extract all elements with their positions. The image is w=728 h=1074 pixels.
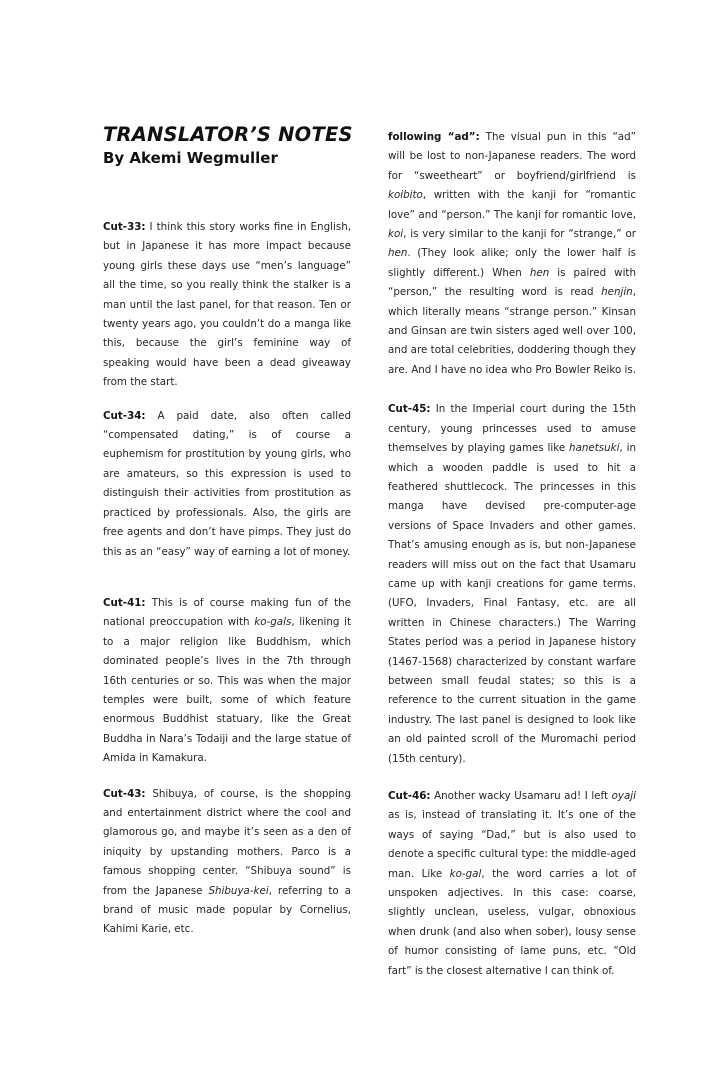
note-text: is paired with “person,” the resulting word is read <box>388 266 636 299</box>
note-text: , written with the kanji for “romantic love” and “person.” The kanji for romantic love, <box>388 189 636 221</box>
note-cut-33 <box>103 218 351 393</box>
note-text: I think this story works fine in English, but in Japanese it has more impact because young girls these days use “men’s language” all the time, so you really think the stalker is a man until the last panel, for that reason. Ten or twenty years ago, you couldn’t do a manga like this, because the girl’s feminine way of speaking would have been a dead giveaway from the start. <box>103 221 351 389</box>
note-term: koi <box>388 228 404 241</box>
note-term: hen <box>388 247 408 260</box>
note-term: ko-gal <box>449 867 482 880</box>
note-text: The visual pun in this “ad” will be lost to non-Japanese readers. The word for “sweetheart” or boyfriend/girlfriend is <box>388 131 636 182</box>
note-cut-43 <box>103 785 351 940</box>
right-column <box>388 128 636 981</box>
note-text: as is, instead of translating it. It’s one of the ways of saying “Dad,” but is also used to denote a specific cultural type: the middle-aged man. Like <box>388 809 636 880</box>
note-text: , in which a wooden paddle is used to hit a feathered shuttlecock. The princesses in this manga have devised pre-computer-age versions of Space Invaders and other games. That’s amusing enough as is, but non-Japanese readers will miss out on the fact that Usamaru came up with kanji creations for game terms. (UFO, Invaders, Final Fantasy, etc. are all written in Chinese characters.) The Warring States period was a period in Japanese history (1467-1568) characterized by constant warfare between small feudal states; so this is a reference to the current situation in the game industry. The last panel is designed to look like an old painted scroll of the Muromachi period (15th century). <box>388 442 636 765</box>
note-term: ko-gals <box>254 616 292 629</box>
note-label: Cut-41: <box>103 596 146 609</box>
note-cut-41 <box>103 594 351 769</box>
note-cut-45 <box>388 400 636 769</box>
note-text: This is of course making fun of the national preoccupation with <box>103 596 351 629</box>
note-label: Cut-34: <box>103 409 146 422</box>
note-term: hanetsuki <box>569 442 620 455</box>
note-following-ad <box>388 128 636 380</box>
note-text: , referring to a brand of music made popular by Cornelius, Kahimi Karie, etc. <box>103 884 351 936</box>
note-label: Cut-43: <box>103 787 146 800</box>
left-column <box>103 124 351 940</box>
note-text: In the Imperial court during the 15th century, young princesses used to amuse themselves by playing games like <box>388 403 636 455</box>
note-text: , the word carries a lot of unspoken adjectives. In this case: coarse, slightly unclean, useless, vulgar, obnoxious when drunk (and also when sober), lousy sense of humor consisting of lame puns, etc. “Old fart” is the closest alternative I can think of. <box>388 867 637 977</box>
note-text: , which literally means “strange person.” Kinsan and Ginsan are twin sisters aged well over 100, and are total celebrities, doddering though they are. And I have no idea who Pro Bowler Reiko is. <box>388 286 637 376</box>
note-term: oyaji <box>611 790 636 802</box>
note-term: Shibuya-kei <box>208 884 269 897</box>
note-term: henjin <box>601 286 633 299</box>
note-text: , likening it to a major religion like Buddhism, which dominated people’s lives in the 7th through 16th centuries or so. This was when the major temples were built, some of which feature enormous Buddhist statuary, like the Great Buddha in Nara’s Todaiji and the large statue of Amida in Kamakura. <box>103 616 351 765</box>
note-label: Cut-46: <box>388 790 431 802</box>
page-title: TRANSLATOR’S NOTES <box>103 123 353 146</box>
note-term: koibito <box>388 189 423 202</box>
note-text: . (They look alike; only the lower half is slightly different.) When <box>388 247 636 279</box>
author-byline: By Akemi Wegmuller <box>103 149 278 167</box>
note-label: following “ad”: <box>388 131 480 143</box>
note-text: , is very similar to the kanji for “strange,” or <box>403 228 636 241</box>
note-text: A paid date, also often called “compensated dating,” is of course a euphemism for prostitution by young girls, who are amateurs, so this expression is used to distinguish their activities from prostitution as practiced by professionals. Also, the girls are free agents and don’t have pimps. They just do this as an “easy” way of earning a lot of money. <box>103 409 351 558</box>
note-cut-34 <box>103 407 351 562</box>
note-label: Cut-45: <box>388 403 431 416</box>
note-text: Shibuya, of course, is the shopping and entertainment district where the cool and glamorous go, and maybe it’s seen as a den of iniquity by upstanding mothers. Parco is a famous shopping center. “Shibuya sound” is from the Japanese <box>103 787 351 897</box>
note-term: hen <box>529 266 550 279</box>
note-label: Cut-33: <box>103 221 146 233</box>
note-cut-46 <box>388 787 636 981</box>
note-text: Another wacky Usamaru ad! I left <box>430 790 612 802</box>
